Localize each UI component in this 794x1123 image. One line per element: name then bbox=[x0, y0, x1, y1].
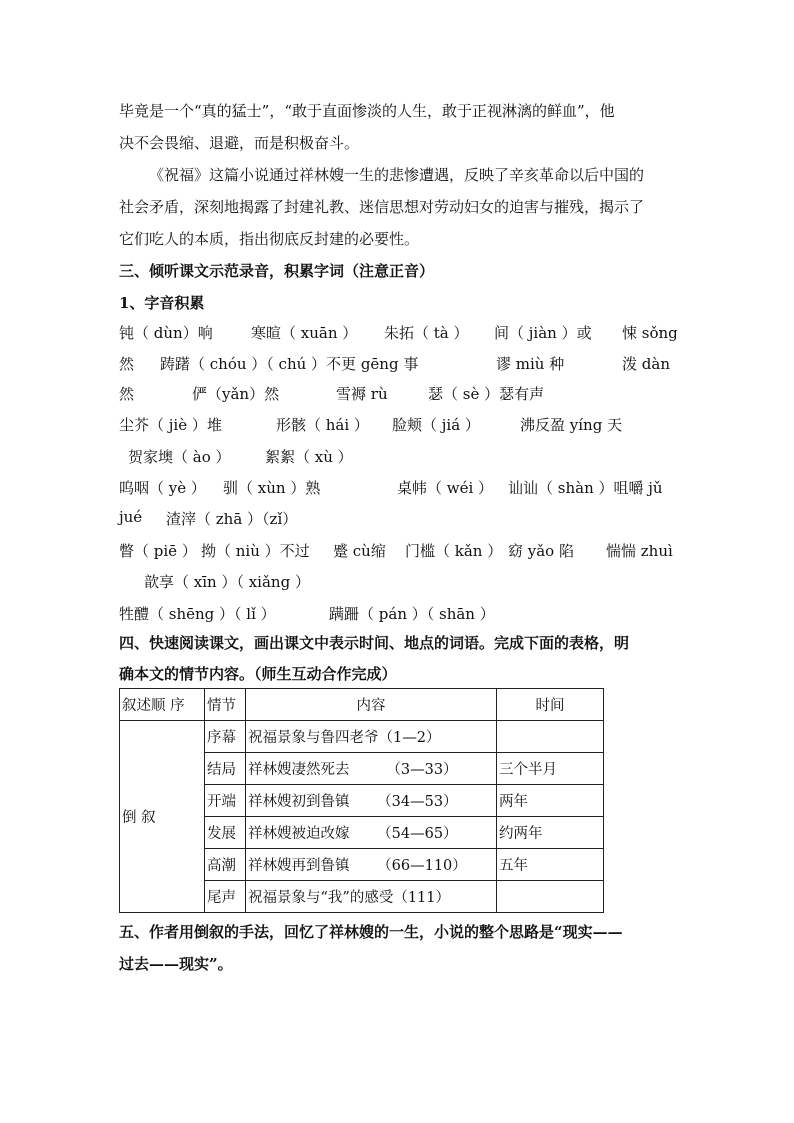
table-cell: 祥林嫂凄然死去 （3—33） bbox=[246, 753, 497, 785]
table-cell: 序幕 bbox=[205, 721, 246, 753]
paragraph-2-line-2: 社会矛盾，深刻地揭露了封建礼教、迷信思想对劳动妇女的迫害与摧残，揭示了 bbox=[119, 198, 645, 216]
vocab-item: 谬 miù 种 bbox=[496, 355, 565, 373]
vocab-item: 形骸（ hái ） bbox=[276, 416, 369, 434]
vocab-item: 窈 yǎo 陷 bbox=[508, 542, 574, 560]
table-header-row bbox=[120, 689, 604, 721]
paragraph-1-line-2: 决不会畏缩、退避，而是积极奋斗。 bbox=[119, 134, 360, 152]
table-cell: 祥林嫂再到鲁镇 （66—110） bbox=[246, 849, 497, 881]
table-header-cell: 时间 bbox=[497, 689, 604, 721]
vocab-item: 拗（ niù ）不过 bbox=[201, 542, 310, 560]
table-cell: 祝福景象与鲁四老爷（1—2） bbox=[246, 721, 497, 753]
section-5-line-2: 过去——现实”。 bbox=[119, 955, 233, 973]
table-cell: 祥林嫂初到鲁镇 （34—53） bbox=[246, 785, 497, 817]
narrative-order-cell: 倒 叙 bbox=[120, 721, 205, 913]
vocab-item: 然 bbox=[119, 355, 135, 373]
vocab-item: 朱拓（ tà ） bbox=[384, 324, 469, 342]
table-cell: 开端 bbox=[205, 785, 246, 817]
table-cell bbox=[497, 721, 604, 753]
section-3-subheading: 1、字音积累 bbox=[119, 294, 205, 312]
table-cell: 结局 bbox=[205, 753, 246, 785]
table-cell: 约两年 bbox=[497, 817, 604, 849]
table-cell: 三个半月 bbox=[497, 753, 604, 785]
table-row bbox=[120, 721, 604, 753]
table-header-cell: 叙述顺 序 bbox=[120, 689, 205, 721]
paragraph-2-line-1: 《祝福》这篇小说通过祥林嫂一生的悲惨遭遇，反映了辛亥革命以后中国的 bbox=[149, 166, 645, 184]
vocab-item: 脸颊（ jiá ） bbox=[392, 416, 480, 434]
vocab-item: 泼 dàn bbox=[622, 355, 670, 373]
vocab-item: 踌躇（ chóu ）（ chú ）不更 gēng 事 bbox=[160, 355, 419, 373]
vocab-item: 然 bbox=[119, 385, 135, 403]
plot-structure-table bbox=[119, 688, 604, 913]
vocab-item: 沸反盈 yíng 天 bbox=[520, 416, 623, 434]
table-cell: 祥林嫂被迫改嫁 （54—65） bbox=[246, 817, 497, 849]
vocab-item: 雪褥 rù bbox=[336, 385, 388, 403]
table-cell: 五年 bbox=[497, 849, 604, 881]
table-header-cell: 情节 bbox=[205, 689, 246, 721]
vocab-item: 贺家墺（ ào ） bbox=[128, 448, 231, 466]
vocab-item: 牲醴（ shēng ）（ lǐ ） bbox=[119, 605, 276, 623]
paragraph-2-line-3: 它们吃人的本质，指出彻底反封建的必要性。 bbox=[119, 230, 420, 248]
vocab-item: 蹒跚（ pán ）（ shān ） bbox=[329, 605, 495, 623]
vocab-item: jué bbox=[119, 508, 143, 526]
vocab-item: 瞥（ piē ） bbox=[119, 542, 197, 560]
section-4-heading-line-1: 四、快速阅读课文，画出课文中表示时间、地点的词语。完成下面的表格，明 bbox=[119, 634, 630, 652]
vocab-item: 瑟（ sè ）瑟有声 bbox=[428, 385, 545, 403]
table-cell: 两年 bbox=[497, 785, 604, 817]
table-cell: 高潮 bbox=[205, 849, 246, 881]
section-3-heading: 三、倾听课文示范录音，积累字词（注意正音） bbox=[119, 262, 435, 280]
vocab-item: 讪讪（ shàn ）咀嚼 jǔ bbox=[508, 479, 663, 497]
section-4-heading-line-2: 确本文的情节内容。（师生互动合作完成） bbox=[119, 665, 397, 683]
vocab-item: 悚 sǒng bbox=[622, 324, 678, 342]
vocab-item: 间（ jiàn ）或 bbox=[494, 324, 592, 342]
section-5-line-1: 五、作者用倒叙的手法，回忆了祥林嫂的一生，小说的整个思路是“现实—— bbox=[119, 923, 623, 941]
table-cell: 发展 bbox=[205, 817, 246, 849]
table-cell: 尾声 bbox=[205, 881, 246, 913]
vocab-item: 尘芥（ jiè ）堆 bbox=[119, 416, 222, 434]
vocab-item: 惴惴 zhuì bbox=[606, 542, 673, 560]
vocab-item: 桌帏（ wéi ） bbox=[397, 479, 494, 497]
vocab-item: 絮絮（ xù ） bbox=[265, 448, 353, 466]
vocab-item: 寒暄（ xuān ） bbox=[251, 324, 358, 342]
table-header-cell: 内容 bbox=[246, 689, 497, 721]
vocab-item: 渣滓（ zhā ）（zǐ） bbox=[166, 510, 298, 528]
vocab-item: 呜咽（ yè ） bbox=[119, 479, 206, 497]
vocab-item: 蹙 cù缩 bbox=[333, 542, 386, 560]
vocab-item: 钝（ dùn）响 bbox=[119, 324, 213, 342]
table-cell bbox=[497, 881, 604, 913]
table-cell: 祝福景象与“我”的感受（111） bbox=[246, 881, 497, 913]
paragraph-1-line-1: 毕竟是一个“真的猛士”，“敢于直面惨淡的人生，敢于正视淋漓的鲜血”，他 bbox=[119, 102, 615, 120]
vocab-item: 驯（ xùn ）熟 bbox=[223, 479, 321, 497]
vocab-item: 门槛（ kǎn ） bbox=[405, 542, 503, 560]
vocab-item: 歆享（ xīn ）（ xiǎng ） bbox=[144, 573, 310, 591]
vocab-item: 俨（yǎn）然 bbox=[192, 385, 280, 403]
